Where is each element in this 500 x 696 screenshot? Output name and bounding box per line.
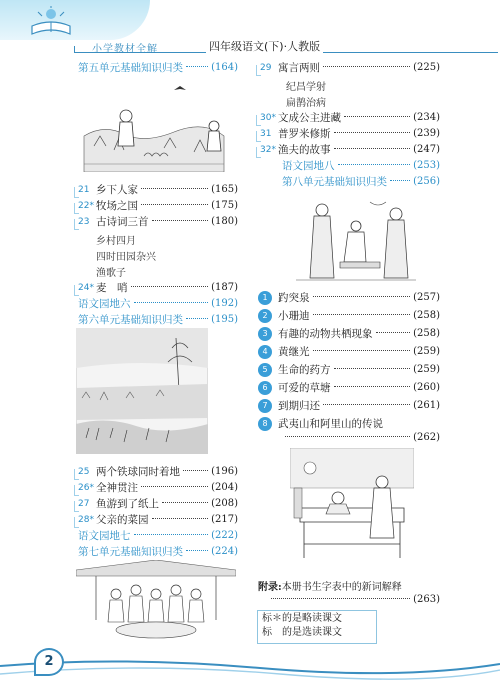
- leader-dots: [134, 534, 209, 535]
- series-title: 小学教材全解: [92, 44, 158, 55]
- entry-title: 可爱的草塘: [278, 382, 331, 394]
- leader-dots: [162, 502, 208, 503]
- entry-title: 第八单元基础知识归类: [282, 176, 387, 188]
- entry-page: (261): [413, 400, 440, 411]
- entry-page: (258): [413, 310, 440, 321]
- lesson-number: 29: [260, 63, 278, 73]
- entry-title: 两个铁球同时着地: [96, 466, 180, 478]
- footer-wave: [0, 660, 500, 696]
- toc-entry[interactable]: [78, 182, 238, 197]
- entry-title: 小珊迪: [278, 310, 310, 322]
- entry-title: 语文园地八: [282, 160, 335, 172]
- leader-dots: [141, 188, 208, 189]
- entry-page: (222): [211, 530, 238, 541]
- entry-title: 乡下人家: [96, 184, 138, 196]
- leader-dots: [323, 66, 410, 67]
- illustration-market-crowd: [76, 560, 236, 646]
- entry-page: (263): [413, 594, 440, 605]
- leader-dots: [344, 116, 410, 117]
- book-subtitle: 四年级语文(下)·人教版: [206, 38, 323, 54]
- entry-page: (258): [413, 328, 440, 339]
- lesson-number: 27: [78, 499, 96, 509]
- optional-lesson-badge: 4: [258, 345, 272, 359]
- leader-dots: [141, 486, 208, 487]
- fable-title: 纪昌学射: [286, 82, 326, 93]
- toc-entry[interactable]: [78, 496, 238, 511]
- poem-title: 乡村四月: [96, 236, 136, 247]
- leader-dots: [313, 314, 411, 315]
- optional-lesson-badge: 6: [258, 381, 272, 395]
- toc-entry[interactable]: [260, 110, 440, 125]
- entry-title: 麦 哨: [96, 282, 128, 294]
- lesson-number: 30*: [260, 113, 278, 123]
- entry-title: 生命的药方: [278, 364, 331, 376]
- optional-lesson-badge: 3: [258, 327, 272, 341]
- entry-title: 黄继光: [278, 346, 310, 358]
- leader-dots: [183, 470, 208, 471]
- toc-entry[interactable]: [78, 544, 238, 559]
- poem-title: 四时田园杂兴: [96, 252, 156, 263]
- entry-page: (262): [413, 432, 440, 443]
- illustration-lakeside: [76, 328, 208, 454]
- entry-title: 第五单元基础知识归类: [78, 62, 183, 74]
- entry-page: (217): [211, 514, 238, 525]
- appendix-page-row: [268, 594, 440, 605]
- leader-dots: [285, 436, 410, 437]
- book-logo-icon: [28, 4, 74, 40]
- entry-title: 父亲的菜园: [96, 514, 149, 526]
- page-number-badge: 2: [34, 648, 64, 676]
- entry-page: (257): [413, 292, 440, 303]
- header-rule-accent: [74, 46, 89, 53]
- leader-dots: [141, 204, 208, 205]
- leader-dots: [186, 66, 208, 67]
- leader-dots: [313, 296, 411, 297]
- entry-title: 第七单元基础知识归类: [78, 546, 183, 558]
- optional-entry[interactable]: [258, 290, 440, 305]
- leader-dots: [338, 164, 411, 165]
- entry-title: 古诗词三首: [96, 216, 149, 228]
- entry-page: (260): [413, 382, 440, 393]
- toc-entry[interactable]: [260, 142, 440, 157]
- optional-lesson-badge: 8: [258, 417, 272, 431]
- lesson-number: 28*: [78, 515, 96, 525]
- toc-entry[interactable]: [78, 214, 238, 229]
- toc-entry[interactable]: [78, 480, 238, 495]
- lesson-number: 25: [78, 467, 96, 477]
- toc-entry[interactable]: [78, 512, 238, 527]
- entry-title: 文成公主进藏: [278, 112, 341, 124]
- lesson-number: 26*: [78, 483, 96, 493]
- leader-dots: [334, 368, 411, 369]
- entry-page: (204): [211, 482, 238, 493]
- leader-dots: [152, 518, 209, 519]
- leader-dots: [271, 598, 410, 599]
- entry-page: (195): [211, 314, 238, 325]
- optional-lesson-badge: 5: [258, 363, 272, 377]
- header: [0, 0, 500, 62]
- toc-entry[interactable]: [78, 528, 238, 543]
- toc-entry[interactable]: [78, 312, 238, 327]
- entry-page: (187): [211, 282, 238, 293]
- optional-entry[interactable]: [258, 344, 440, 359]
- leader-dots: [334, 132, 411, 133]
- illustration-ancient-scene: [286, 192, 426, 282]
- optional-entry[interactable]: [258, 308, 440, 323]
- entry-title: 普罗米修斯: [278, 128, 331, 140]
- entry-page: (175): [211, 200, 238, 211]
- optional-entry[interactable]: [258, 380, 440, 395]
- entry-title: 寓言两则: [278, 62, 320, 74]
- entry-page: (225): [413, 62, 440, 73]
- leader-dots: [334, 148, 411, 149]
- leader-dots: [323, 404, 410, 405]
- entry-page: (247): [413, 144, 440, 155]
- entry-page: (259): [413, 346, 440, 357]
- leader-dots: [334, 386, 411, 387]
- lesson-number: 23: [78, 217, 96, 227]
- entry-title: 鱼游到了纸上: [96, 498, 159, 510]
- entry-title: 语文园地六: [78, 298, 131, 310]
- leader-dots: [131, 286, 209, 287]
- fable-title: 扁鹊治病: [286, 98, 326, 109]
- entry-title: 语文园地七: [78, 530, 131, 542]
- entry-title: 趵突泉: [278, 292, 310, 304]
- lesson-number: 22*: [78, 201, 96, 211]
- leader-dots: [186, 550, 208, 551]
- entry-page: (196): [211, 466, 238, 477]
- optional-lesson-badge: 7: [258, 399, 272, 413]
- toc-entry[interactable]: [260, 126, 440, 141]
- leader-dots: [313, 350, 411, 351]
- entry-title: 渔夫的故事: [278, 144, 331, 156]
- optional-entry[interactable]: [258, 398, 440, 413]
- leader-dots: [152, 220, 209, 221]
- optional-entry[interactable]: [258, 362, 440, 377]
- entry-title: 武夷山和阿里山的传说: [278, 418, 383, 430]
- toc-entry[interactable]: [260, 60, 440, 75]
- legend-skim-reading: 标＊的是略读课文: [262, 613, 342, 624]
- entry-page: (180): [211, 216, 238, 227]
- toc-entry[interactable]: [282, 158, 440, 173]
- poem-title: 渔歌子: [96, 268, 126, 279]
- toc-entry[interactable]: [78, 198, 238, 213]
- optional-lesson-badge: 2: [258, 309, 272, 323]
- entry-title: 牧场之国: [96, 200, 138, 212]
- appendix-entry[interactable]: [258, 578, 402, 593]
- entry-page: (192): [211, 298, 238, 309]
- leader-dots: [134, 302, 209, 303]
- legend-optional-reading: 标 的是选读课文: [262, 627, 342, 638]
- optional-entry-continued: [282, 432, 440, 443]
- lesson-number: 21: [78, 185, 96, 195]
- header-band: [0, 0, 150, 40]
- illustration-hospital-bed: [290, 448, 414, 568]
- entry-title: 全神贯注: [96, 482, 138, 494]
- entry-page: (259): [413, 364, 440, 375]
- entry-title: 第六单元基础知识归类: [78, 314, 183, 326]
- lesson-number: 24*: [78, 283, 96, 293]
- toc-entry[interactable]: [78, 280, 238, 295]
- entry-page: (253): [413, 160, 440, 171]
- optional-entry[interactable]: [258, 416, 440, 431]
- lesson-number: 31: [260, 129, 278, 139]
- illustration-village-children: [74, 76, 234, 172]
- entry-page: (208): [211, 498, 238, 509]
- entry-title: 有趣的动物共栖现象: [278, 328, 373, 340]
- entry-title: 到期归还: [278, 400, 320, 412]
- appendix-label: 附录:: [258, 582, 282, 593]
- entry-page: (165): [211, 184, 238, 195]
- entry-page: (239): [413, 128, 440, 139]
- leader-dots: [376, 332, 411, 333]
- legend-box: [257, 610, 377, 644]
- entry-page: (224): [211, 546, 238, 557]
- toc-entry[interactable]: [78, 60, 238, 75]
- toc-entry[interactable]: [78, 296, 238, 311]
- entry-page: (164): [211, 62, 238, 73]
- toc-entry[interactable]: [78, 464, 238, 479]
- optional-entry[interactable]: [258, 326, 440, 341]
- appendix-title: 本册书生字表中的新词解释: [281, 582, 402, 593]
- leader-dots: [186, 318, 208, 319]
- toc-entry[interactable]: [282, 174, 440, 189]
- entry-page: (256): [413, 176, 440, 187]
- leader-dots: [390, 180, 410, 181]
- optional-lesson-badge: 1: [258, 291, 272, 305]
- entry-page: (234): [413, 112, 440, 123]
- lesson-number: 32*: [260, 145, 278, 155]
